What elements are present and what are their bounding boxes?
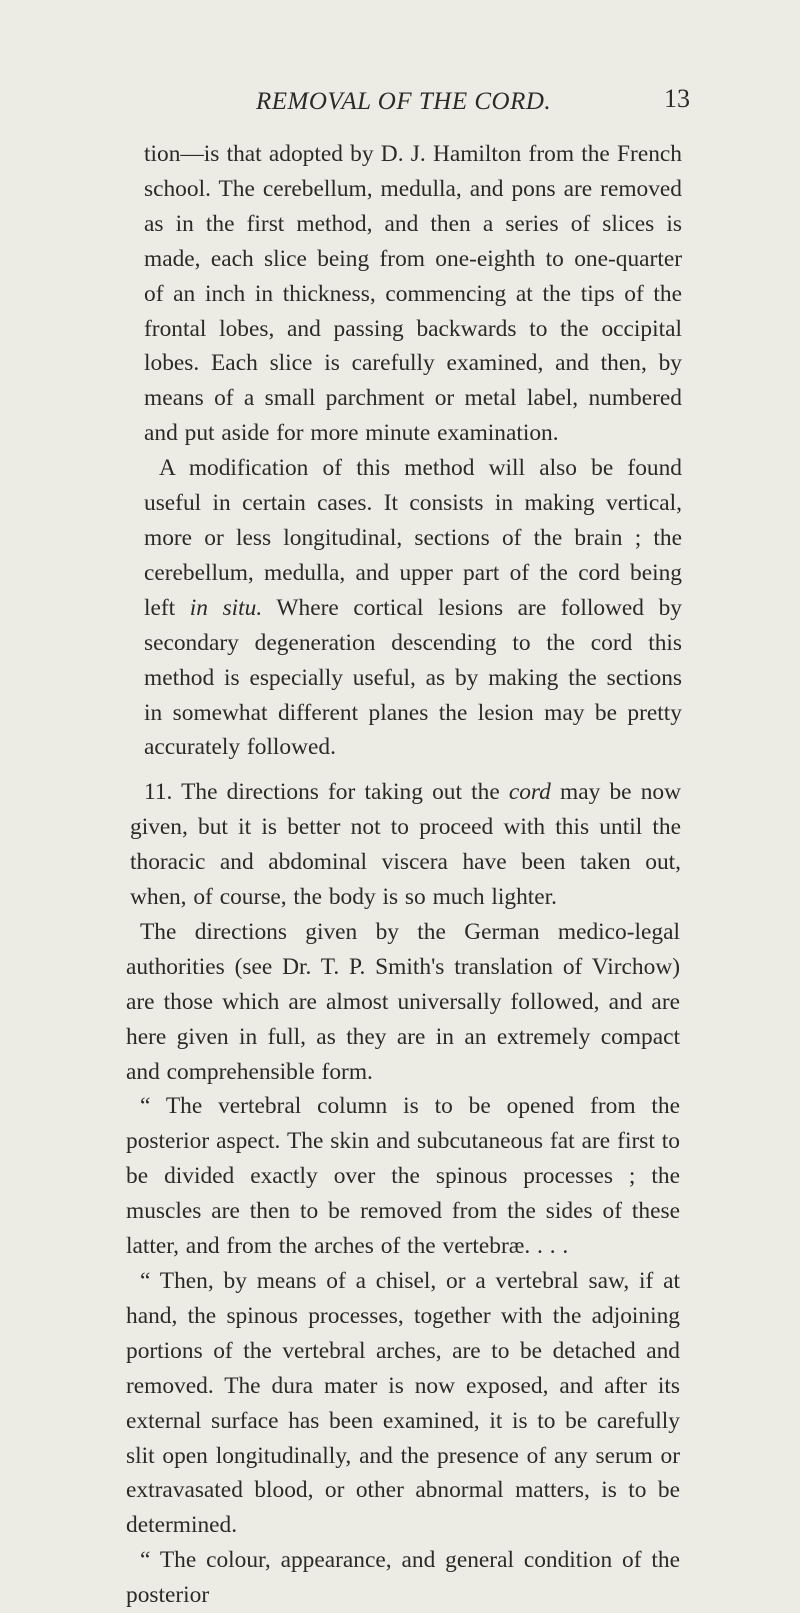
paragraph-continued: tion—is that adopted by D. J. Hamilton from the French school. The cerebellum, medulla, and pons are removed as in the first method, and then a series of slices is made, each slice being from one-eighth to one-quarter of an inch in thickness, commencing at the tips of the frontal lobes, and passing backwards to the occipital lobes. Each slice is carefully examined, and then, by means of a small parchment or metal label, numbered and put aside for more minute examination. bbox=[144, 141, 682, 447]
body-text bbox=[0, 137, 800, 1613]
paragraph-text: Where cortical lesions are followed by secondary degeneration descending to the cord this method is especially useful, as by making the sections in somewhat different planes the lesion may be pretty accurately followed. bbox=[144, 594, 682, 761]
paragraph-text: 11. The directions for taking out the bbox=[144, 779, 509, 806]
page-number: 13 bbox=[664, 84, 690, 113]
italic-term: in situ. bbox=[189, 594, 263, 621]
paragraph-directions: The directions given by the German medico-legal authorities (see Dr. T. P. Smith's translation of Virchow) are those which are almost universally followed, and are here given in full, as they are in an extremely compact and comprehensible form. bbox=[126, 918, 680, 1085]
paragraph-quote-2: “ Then, by means of a chisel, or a vertebral saw, if at hand, the spinous processes, together with the adjoining portions of the vertebral arches, are to be detached and removed. The dura mater is now exposed, and after its external surface has been examined, it is to be carefully slit open longitudinally, and the presence of any serum or extravasated blood, or other abnormal matters, is to be determined. bbox=[126, 1268, 680, 1539]
paragraph-quote-3: “ The colour, appearance, and general condition of the posterior bbox=[126, 1547, 680, 1609]
running-head: REMOVAL OF THE CORD. bbox=[256, 88, 552, 115]
paragraph-quote-1: “ The vertebral column is to be opened from the posterior aspect. The skin and subcutaneous fat are first to be divided exactly over the spinous processes ; the muscles are then to be removed from the sides of these latter, and from the arches of the vertebræ. . . . bbox=[126, 1093, 680, 1260]
paragraph-modification bbox=[0, 451, 800, 765]
italic-term: cord bbox=[508, 779, 551, 806]
paragraph-text: may be now given, but it is better not to proceed with this until the thoracic and abdominal viscera have been taken out, when, of course, the body is so much lighter. bbox=[130, 779, 681, 911]
paragraph-text: A modification of this method will also be found useful in certain cases. It consists in making vertical, more or less longitudinal, sections of the brain ; the cerebellum, medulla, and upper part of the cord being left bbox=[144, 455, 682, 621]
page-header bbox=[100, 82, 690, 118]
paragraph-section-11 bbox=[0, 775, 800, 915]
section-gap bbox=[0, 765, 800, 775]
